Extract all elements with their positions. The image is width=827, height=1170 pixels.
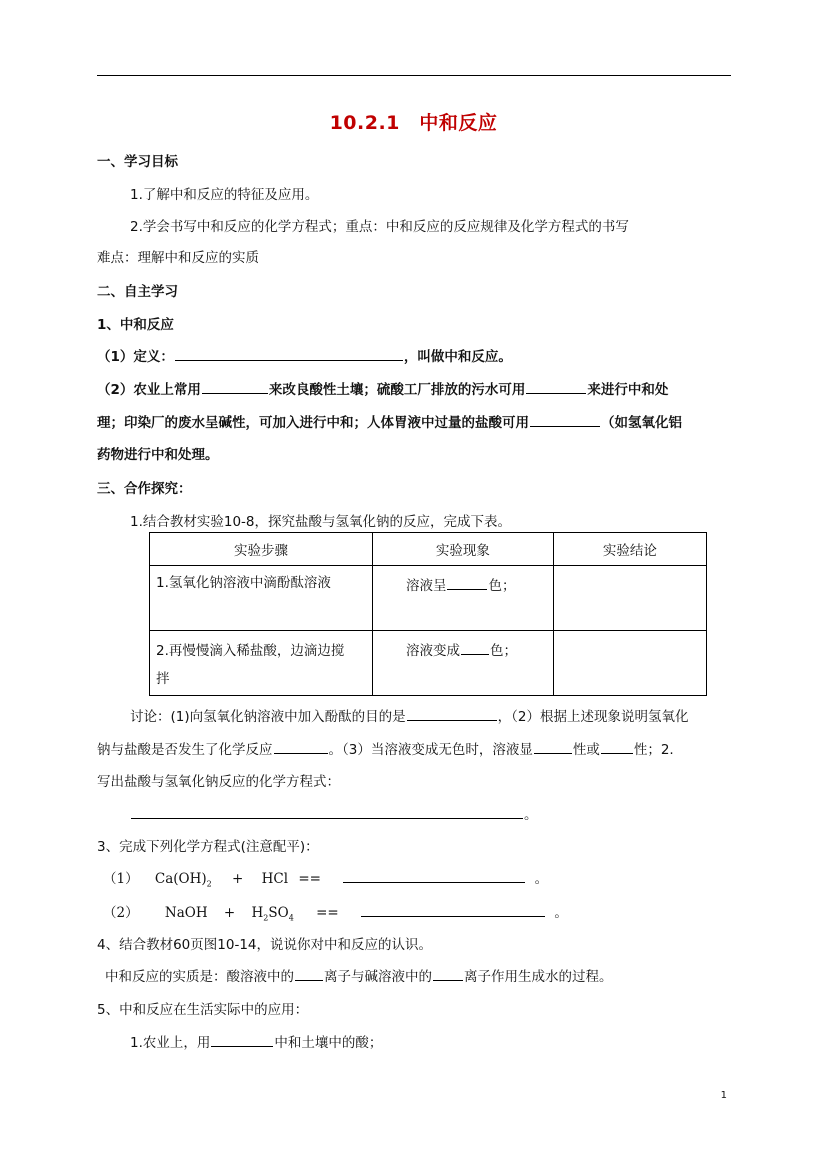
- table-cell-observation: [372, 566, 553, 631]
- section-heading-equations: 3、完成下列化学方程式(注意配平)：: [97, 839, 319, 855]
- equation-2: [103, 901, 568, 923]
- page-title: 10.2.1 中和反应: [329, 112, 498, 134]
- section-heading-goals: 一、学习目标: [97, 154, 178, 170]
- equals-sign: ==: [298, 871, 321, 887]
- observation-text: [373, 566, 553, 595]
- acid-ion-blank[interactable]: [295, 965, 323, 981]
- property-blank-1[interactable]: [534, 738, 572, 754]
- period: 。: [534, 871, 549, 887]
- essence-text: 离子与碱溶液中的: [324, 969, 432, 985]
- table-cell-step: [150, 631, 373, 696]
- step-line: 2.再慢慢滴入稀盐酸，边滴边搅: [156, 643, 345, 659]
- application-text: 1.农业上，用: [130, 1035, 211, 1051]
- color-blank[interactable]: [461, 639, 489, 655]
- table-cell-observation: [372, 631, 553, 696]
- subheading-neutralization: 1、中和反应: [97, 317, 174, 333]
- equation-answer-line: [130, 803, 538, 823]
- definition-suffix: ，叫做中和反应。: [403, 349, 512, 365]
- plus-sign: +: [232, 871, 244, 887]
- observation-label: 溶液呈: [405, 578, 447, 594]
- section-heading-applications: 5、中和反应在生活实际中的应用：: [97, 1002, 309, 1018]
- table-header-conclusion: 实验结论: [553, 533, 706, 566]
- inquiry-intro: 1.结合教材实验10-8，探究盐酸与氢氧化钠的反应，完成下表。: [130, 514, 512, 530]
- subscript: 2: [263, 913, 269, 923]
- essence-line: [105, 965, 613, 985]
- period: 。: [524, 807, 538, 823]
- section-heading-understanding: 4、结合教材60页图10-14，说说你对中和反应的认识。: [97, 937, 432, 953]
- reactant: NaOH: [164, 905, 208, 921]
- discussion-line-1: [130, 705, 688, 725]
- reactant: Ca(OH): [154, 871, 207, 887]
- equation-1-blank[interactable]: [343, 867, 525, 883]
- application-text: 理；印染厂的废水呈碱性，可加入进行中和；人体胃液中过量的盐酸可用: [97, 415, 529, 431]
- equation-prompt: 写出盐酸与氢氧化钠反应的化学方程式：: [97, 774, 340, 790]
- table-cell-step: [150, 566, 373, 631]
- agriculture-application-blank[interactable]: [211, 1031, 273, 1047]
- definition-label: （1）定义：: [97, 349, 174, 365]
- section-heading-inquiry: 三、合作探究：: [97, 481, 192, 497]
- discussion-text: 钠与盐酸是否发生了化学反应: [97, 742, 273, 758]
- application-line-3: 药物进行中和处理。: [97, 447, 219, 463]
- discussion-text: ，（2）根据上述现象说明氢氧化: [497, 709, 689, 725]
- equation-1: [103, 867, 548, 889]
- application-text: （2）农业上常用: [97, 382, 201, 398]
- stomach-blank[interactable]: [530, 411, 600, 427]
- equation-blank[interactable]: [131, 803, 523, 819]
- step-text: [150, 631, 372, 693]
- essence-text: 离子作用生成水的过程。: [464, 969, 613, 985]
- discussion-text: 讨论：(1)向氢氧化钠溶液中加入酚酞的目的是: [130, 709, 406, 725]
- agriculture-blank[interactable]: [202, 378, 268, 394]
- goal-item-1: 1.了解中和反应的特征及应用。: [130, 187, 319, 203]
- reactant: HCl: [261, 871, 289, 887]
- observation-label: 溶液变成: [405, 643, 460, 659]
- application-text: 来改良酸性土壤；硫酸工厂排放的污水可用: [268, 382, 526, 398]
- discussion-line-2: [97, 738, 674, 758]
- table-cell-conclusion[interactable]: [553, 566, 706, 631]
- application-line-2: [97, 411, 682, 431]
- application-text: 中和土壤中的酸；: [274, 1035, 383, 1051]
- section-heading-self-study: 二、自主学习: [97, 284, 178, 300]
- definition-blank[interactable]: [175, 345, 403, 361]
- application-text: （如氢氧化铝: [601, 415, 682, 431]
- reaction-blank[interactable]: [274, 738, 328, 754]
- essence-text: 中和反应的实质是：酸溶液中的: [105, 969, 294, 985]
- goal-difficulty: 难点：理解中和反应的实质: [97, 250, 259, 266]
- table-header-observation: 实验现象: [372, 533, 553, 566]
- page-number: 1: [720, 1090, 727, 1101]
- equation-number: （2）: [103, 905, 139, 921]
- subscript: 2: [206, 879, 212, 889]
- observation-suffix: 色；: [489, 643, 517, 659]
- base-ion-blank[interactable]: [433, 965, 463, 981]
- equation-number: （1）: [103, 871, 139, 887]
- table-row: [150, 631, 707, 696]
- application-text: 来进行中和处: [587, 382, 669, 398]
- observation-suffix: 色；: [488, 578, 516, 594]
- color-blank[interactable]: [447, 574, 487, 590]
- experiment-table: [149, 532, 707, 696]
- definition-line: [97, 345, 512, 365]
- purpose-blank[interactable]: [407, 705, 497, 721]
- table-cell-conclusion[interactable]: [553, 631, 706, 696]
- equals-sign: ==: [316, 905, 339, 921]
- observation-text: [373, 631, 553, 660]
- reactant: H: [251, 905, 264, 921]
- reactant: SO: [268, 905, 289, 921]
- application-item-1: [130, 1031, 382, 1051]
- header-rule: [97, 75, 731, 76]
- discussion-text: 性；2.: [633, 742, 674, 758]
- table-row: [150, 566, 707, 631]
- step-text: 1.氢氧化钠溶液中滴酚酞溶液: [156, 575, 331, 591]
- factory-blank[interactable]: [526, 378, 586, 394]
- property-blank-2[interactable]: [601, 738, 633, 754]
- table-header-steps: 实验步骤: [150, 533, 373, 566]
- application-line-1: [97, 378, 668, 398]
- period: 。: [554, 905, 568, 921]
- equation-2-blank[interactable]: [361, 901, 545, 917]
- discussion-text: 性或: [572, 742, 600, 758]
- goal-item-2: 2.学会书写中和反应的化学方程式；重点：中和反应的反应规律及化学方程式的书写: [130, 219, 629, 235]
- subscript: 4: [288, 913, 294, 923]
- plus-sign: +: [223, 905, 236, 921]
- step-line: 拌: [156, 671, 170, 687]
- discussion-text: 。（3）当溶液变成无色时，溶液显: [328, 742, 533, 758]
